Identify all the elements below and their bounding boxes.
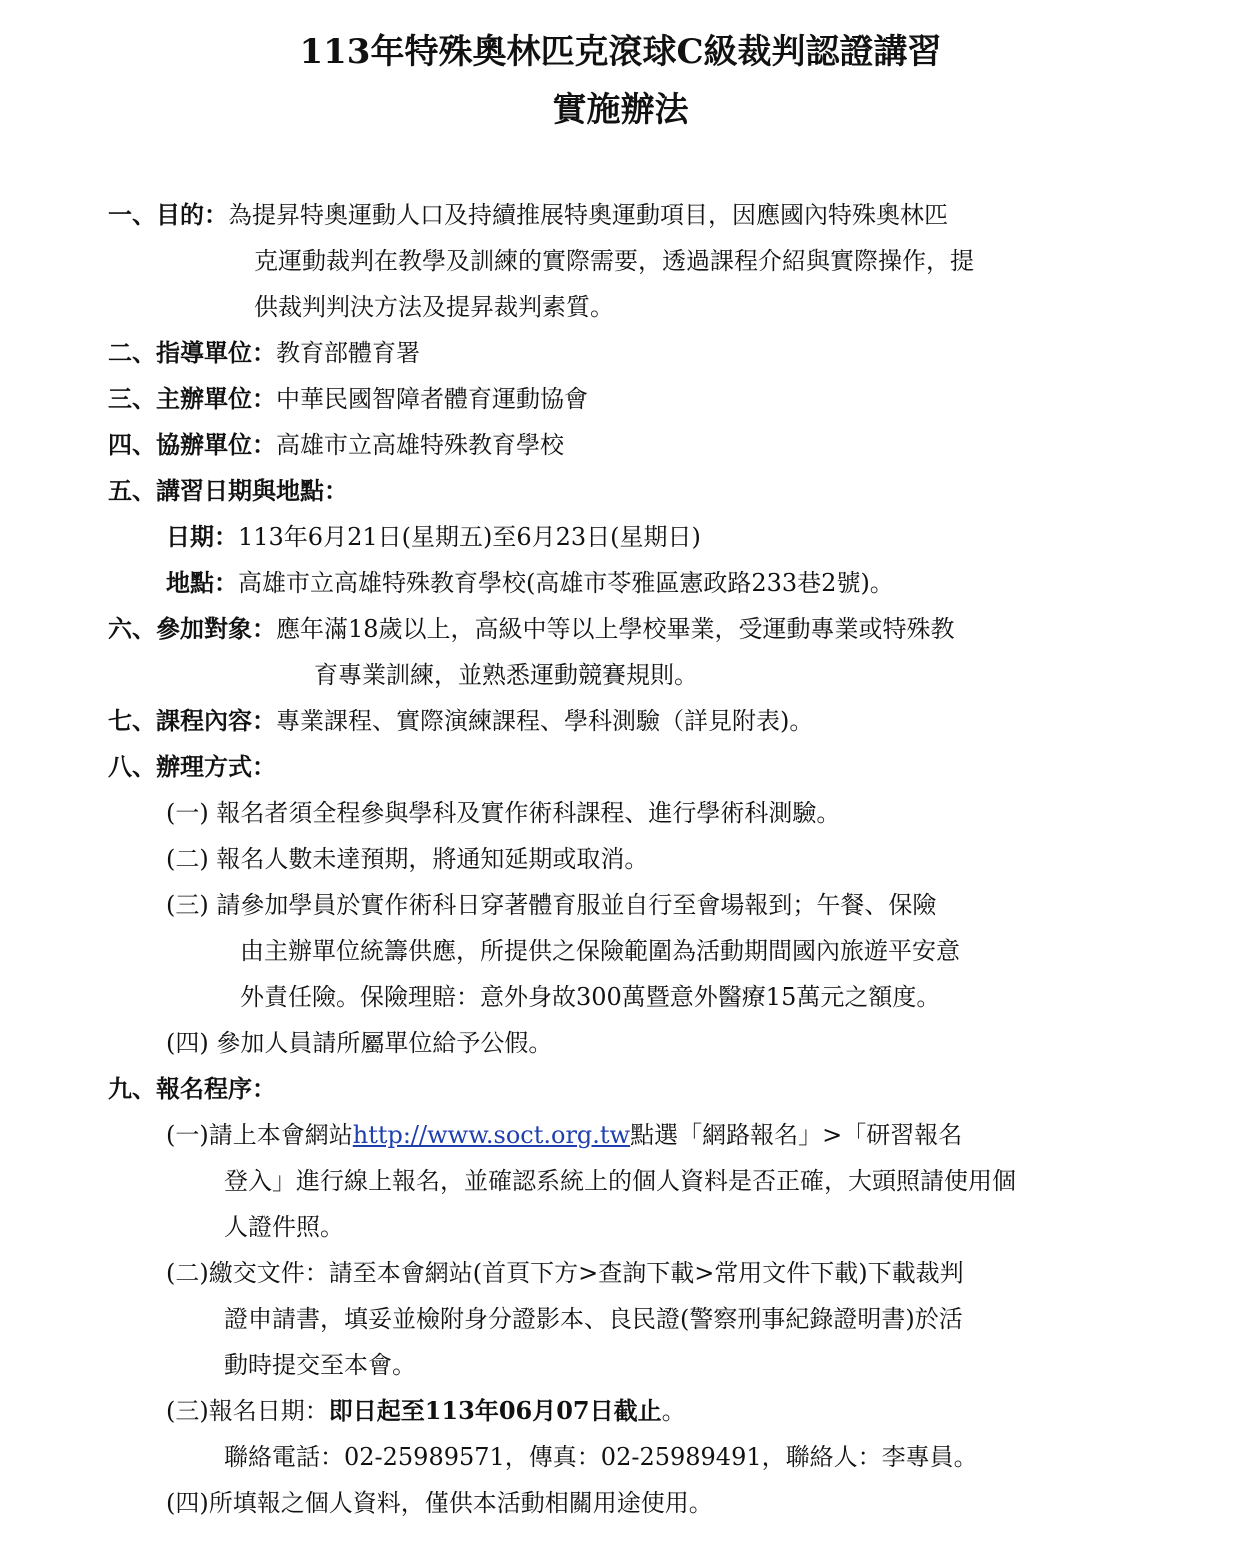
section-purpose-label: 一、目的：	[108, 200, 228, 229]
section-place-label: 地點：	[166, 568, 238, 597]
website-link[interactable]: http://www.soct.org.tw	[352, 1121, 631, 1149]
section-participants-text-1: 應年滿18歲以上，高級中等以上學校畢業，受運動專業或特殊教	[276, 615, 955, 643]
section-co-organizer	[108, 430, 564, 460]
section-organizer-text: 中華民國智障者體育運動協會	[276, 385, 588, 413]
section-course-text: 專業課程、實際演練課程、學科測驗（詳見附表)。	[276, 707, 814, 735]
section-date-label: 日期：	[166, 522, 238, 551]
section-place-text: 高雄市立高雄特殊教育學校(高雄市苓雅區憲政路233巷2號)。	[238, 569, 894, 597]
section-purpose-text-3: 供裁判判決方法及提昇裁判素質。	[254, 293, 614, 321]
contact-info: 聯絡電話：02-25989571，傳真：02-25989491，聯絡人：李專員。	[224, 1443, 978, 1471]
method-item-3-line-2: 由主辦單位統籌供應，所提供之保險範圍為活動期間國內旅遊平安意	[240, 937, 960, 965]
section-purpose-text-2: 克運動裁判在教學及訓練的實際需要，透過課程介紹與實際操作，提	[254, 247, 974, 275]
section-participants-text-2: 育專業訓練，並熟悉運動競賽規則。	[314, 661, 698, 689]
registration-date-suffix: 。	[661, 1397, 686, 1425]
registration-item-2-line-2: 證申請書，填妥並檢附身分證影本、良民證(警察刑事紀錄證明書)於活	[224, 1305, 963, 1333]
method-item-1: (一) 報名者須全程參與學科及實作術科課程、進行學術科測驗。	[166, 799, 841, 827]
registration-item-2-line-3: 動時提交至本會。	[224, 1351, 416, 1379]
document-title: 113年特殊奧林匹克滾球C級裁判認證講習	[299, 32, 942, 72]
section-course	[108, 706, 813, 736]
section-date	[166, 522, 701, 552]
section-place	[166, 568, 894, 598]
section-supervisor-text: 教育部體育署	[276, 339, 420, 367]
registration-item-1-prefix: (一)請上本會網站	[166, 1121, 353, 1149]
section-co-organizer-text: 高雄市立高雄特殊教育學校	[276, 431, 564, 459]
registration-item-2-line-1: (二)繳交文件：請至本會網站(首頁下方>查詢下載>常用文件下載)下載裁判	[166, 1259, 964, 1287]
document-subtitle: 實施辦法	[552, 90, 689, 130]
section-supervisor	[108, 338, 420, 368]
registration-item-1-line-3: 人證件照。	[224, 1213, 344, 1241]
section-date-place-label: 五、講習日期與地點：	[108, 476, 348, 505]
section-organizer-label: 三、主辦單位：	[108, 384, 276, 413]
registration-deadline: 即日起至113年06月07日截止	[328, 1396, 662, 1425]
registration-item-4: (四)所填報之個人資料，僅供本活動相關用途使用。	[166, 1489, 713, 1517]
section-method-label: 八、辦理方式：	[108, 752, 276, 781]
method-item-2: (二) 報名人數未達預期，將通知延期或取消。	[166, 845, 649, 873]
registration-item-1-suffix: 點選「網路報名」>「研習報名	[630, 1121, 963, 1149]
section-purpose	[108, 200, 948, 230]
method-item-4: (四) 參加人員請所屬單位給予公假。	[166, 1029, 553, 1057]
registration-item-1-line-2: 登入」進行線上報名，並確認系統上的個人資料是否正確，大頭照請使用個	[224, 1167, 1016, 1195]
method-item-3-line-1: (三) 請參加學員於實作術科日穿著體育服並自行至會場報到；午餐、保險	[166, 891, 937, 919]
section-course-label: 七、課程內容：	[108, 706, 276, 735]
method-item-3-line-3: 外責任險。保險理賠：意外身故300萬暨意外醫療15萬元之額度。	[240, 983, 941, 1011]
section-participants	[108, 614, 955, 644]
section-purpose-text-1: 為提昇特奧運動人口及持續推展特奧運動項目，因應國內特殊奧林匹	[228, 201, 948, 229]
section-date-text: 113年6月21日(星期五)至6月23日(星期日)	[238, 523, 701, 551]
section-co-organizer-label: 四、協辦單位：	[108, 430, 276, 459]
registration-item-3	[166, 1396, 686, 1426]
section-participants-label: 六、參加對象：	[108, 614, 276, 643]
section-registration-label: 九、報名程序：	[108, 1074, 276, 1103]
registration-item-1-line-1	[166, 1120, 962, 1150]
section-organizer	[108, 384, 588, 414]
registration-date-label: (三)報名日期：	[166, 1397, 329, 1425]
section-supervisor-label: 二、指導單位：	[108, 338, 276, 367]
